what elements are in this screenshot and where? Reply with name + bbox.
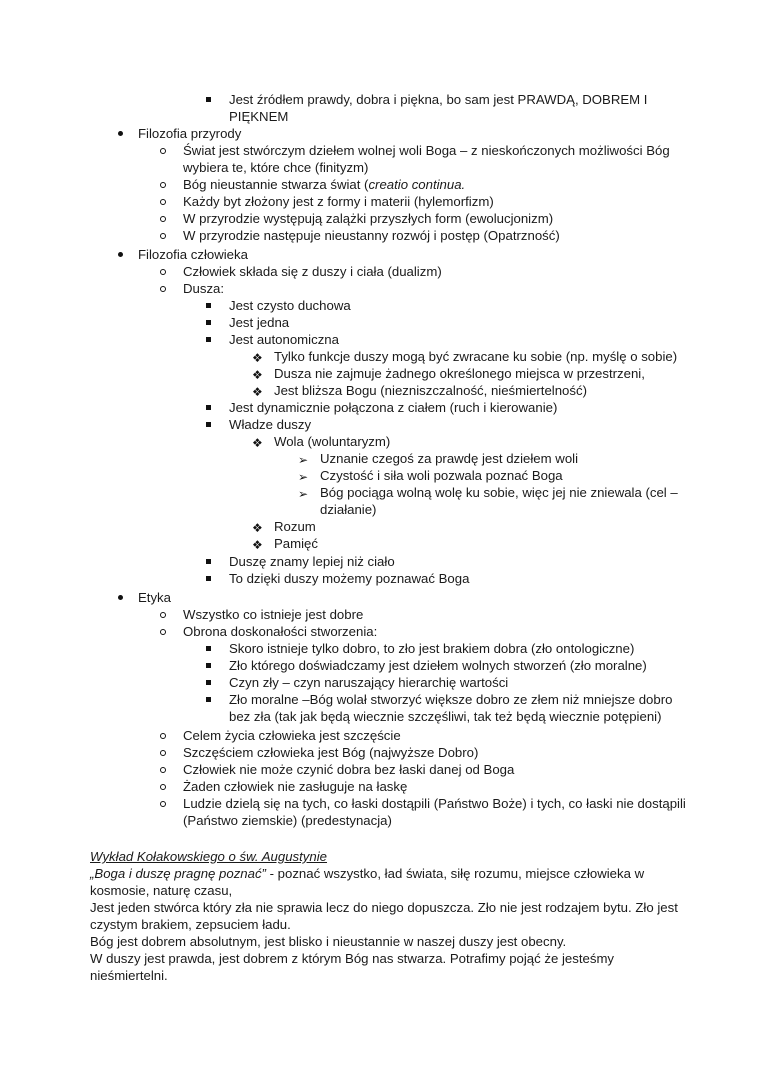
arrow-bullet-icon: ➢	[298, 487, 309, 501]
paragraph-line: Bóg jest dobrem absolutnym, jest blisko i nieustannie w naszej duszy jest obecny.	[90, 934, 567, 949]
circle-bullet-icon	[160, 767, 166, 773]
list-item: Jest dynamicznie połączona z ciałem (ruch i kierowanie)	[229, 400, 558, 415]
diamond-bullet-icon: ❖	[252, 368, 263, 382]
list-item: Wola (woluntaryzm)	[274, 434, 391, 449]
paragraph-line: czystym brakiem, zepsuciem ładu.	[90, 917, 291, 932]
list-item: Rozum	[274, 519, 316, 534]
list-item-continuation: bez zła (tak jak będą wiecznie szczęśliwi, tak też będą wiecznie potępieni)	[229, 709, 662, 724]
square-bullet-icon	[206, 559, 211, 564]
list-item: Tylko funkcje duszy mogą być zwracane ku sobie (np. myślę o sobie)	[274, 349, 678, 364]
circle-bullet-icon	[160, 269, 166, 275]
circle-bullet-icon	[160, 733, 166, 739]
circle-bullet-icon	[160, 629, 166, 635]
list-item: Człowiek składa się z duszy i ciała (dualizm)	[183, 264, 442, 279]
paragraph-line: nieśmiertelni.	[90, 968, 168, 983]
square-bullet-icon	[206, 663, 211, 668]
list-item: Dusza nie zajmuje żadnego określonego miejsca w przestrzeni,	[274, 366, 645, 381]
paragraph-line: W duszy jest prawda, jest dobrem z którym Bóg nas stwarza. Potrafimy pojąć że jesteśmy	[90, 951, 615, 966]
circle-bullet-icon	[160, 286, 166, 292]
square-bullet-icon	[206, 680, 211, 685]
list-item: Pamięć	[274, 536, 318, 551]
paragraph-line: „Boga i duszę pragnę poznać” - poznać wszystko, ład świata, siłę rozumu, miejsce człowieka w	[90, 866, 645, 881]
square-bullet-icon	[206, 97, 211, 102]
list-item: W przyrodzie następuje nieustanny rozwój i postęp (Opatrzność)	[183, 228, 560, 243]
square-bullet-icon	[206, 697, 211, 702]
list-item: Jest autonomiczna	[229, 332, 339, 347]
section-heading: Filozofia człowieka	[138, 247, 248, 262]
list-item: Bóg pociąga wolną wolę ku sobie, więc jej nie zniewala (cel –	[320, 485, 678, 500]
bullet-icon	[118, 131, 123, 136]
list-item: Świat jest stwórczym dziełem wolnej woli Boga – z nieskończonych możliwości Bóg	[183, 143, 670, 158]
square-bullet-icon	[206, 422, 211, 427]
list-item: Obrona doskonałości stworzenia:	[183, 624, 378, 639]
list-item: Uznanie czegoś za prawdę jest dziełem woli	[320, 451, 579, 466]
list-item: Zło którego doświadczamy jest dziełem wolnych stworzeń (zło moralne)	[229, 658, 647, 673]
list-item: Władze duszy	[229, 417, 312, 432]
bullet-icon	[118, 252, 123, 257]
circle-bullet-icon	[160, 750, 166, 756]
list-item: Dusza:	[183, 281, 225, 296]
arrow-bullet-icon: ➢	[298, 453, 309, 467]
circle-bullet-icon	[160, 801, 166, 807]
list-item: Czyn zły – czyn naruszający hierarchię wartości	[229, 675, 509, 690]
section-heading: Filozofia przyrody	[138, 126, 242, 141]
diamond-bullet-icon: ❖	[252, 436, 263, 450]
list-item: Szczęściem człowieka jest Bóg (najwyższe Dobro)	[183, 745, 479, 760]
list-item: Ludzie dzielą się na tych, co łaski dostąpili (Państwo Boże) i tych, co łaski nie dostąpili	[183, 796, 686, 811]
circle-bullet-icon	[160, 182, 166, 188]
list-item: Żaden człowiek nie zasługuje na łaskę	[183, 779, 408, 794]
section-heading: Etyka	[138, 590, 171, 605]
list-item: Duszę znamy lepiej niż ciało	[229, 554, 395, 569]
square-bullet-icon	[206, 337, 211, 342]
paragraph-line: Jest jeden stwórca który zła nie sprawia lecz do niego dopuszcza. Zło nie jest rodzajem bytu. Zło jest	[90, 900, 678, 915]
square-bullet-icon	[206, 576, 211, 581]
list-item: Skoro istnieje tylko dobro, to zło jest brakiem dobra (zło ontologiczne)	[229, 641, 635, 656]
circle-bullet-icon	[160, 612, 166, 618]
arrow-bullet-icon: ➢	[298, 470, 309, 484]
list-item: Każdy byt złożony jest z formy i materii (hylemorfizm)	[183, 194, 494, 209]
list-item-continuation: wybiera te, które chce (finityzm)	[183, 160, 369, 175]
list-item: Wszystko co istnieje jest dobre	[183, 607, 364, 622]
circle-bullet-icon	[160, 216, 166, 222]
square-bullet-icon	[206, 646, 211, 651]
list-item-continuation: (Państwo ziemskie) (predestynacja)	[183, 813, 392, 828]
circle-bullet-icon	[160, 148, 166, 154]
square-bullet-icon	[206, 320, 211, 325]
lecture-title: Wykład Kołakowskiego o św. Augustynie	[90, 849, 328, 864]
list-item: Jest źródłem prawdy, dobra i piękna, bo sam jest PRAWDĄ, DOBREM I	[229, 92, 648, 107]
list-item: Jest bliższa Bogu (niezniszczalność, nieśmiertelność)	[274, 383, 587, 398]
list-item: To dzięki duszy możemy poznawać Boga	[229, 571, 470, 586]
list-item: Czystość i siła woli pozwala poznać Boga	[320, 468, 563, 483]
circle-bullet-icon	[160, 784, 166, 790]
diamond-bullet-icon: ❖	[252, 521, 263, 535]
list-item-continuation: PIĘKNEM	[229, 109, 289, 124]
list-item: Jest jedna	[229, 315, 290, 330]
list-item: Celem życia człowieka jest szczęście	[183, 728, 401, 743]
list-item: W przyrodzie występują zalążki przyszłych form (ewolucjonizm)	[183, 211, 554, 226]
diamond-bullet-icon: ❖	[252, 538, 263, 552]
paragraph-line: kosmosie, naturę czasu,	[90, 883, 233, 898]
circle-bullet-icon	[160, 233, 166, 239]
circle-bullet-icon	[160, 199, 166, 205]
diamond-bullet-icon: ❖	[252, 351, 263, 365]
list-item-continuation: działanie)	[320, 502, 377, 517]
square-bullet-icon	[206, 303, 211, 308]
bullet-icon	[118, 595, 123, 600]
list-item: Bóg nieustannie stwarza świat (creatio continua.	[183, 177, 466, 192]
diamond-bullet-icon: ❖	[252, 385, 263, 399]
square-bullet-icon	[206, 405, 211, 410]
list-item: Zło moralne –Bóg wolał stworzyć większe dobro ze złem niż mniejsze dobro	[229, 692, 673, 707]
list-item: Człowiek nie może czynić dobra bez łaski danej od Boga	[183, 762, 515, 777]
list-item: Jest czysto duchowa	[229, 298, 351, 313]
